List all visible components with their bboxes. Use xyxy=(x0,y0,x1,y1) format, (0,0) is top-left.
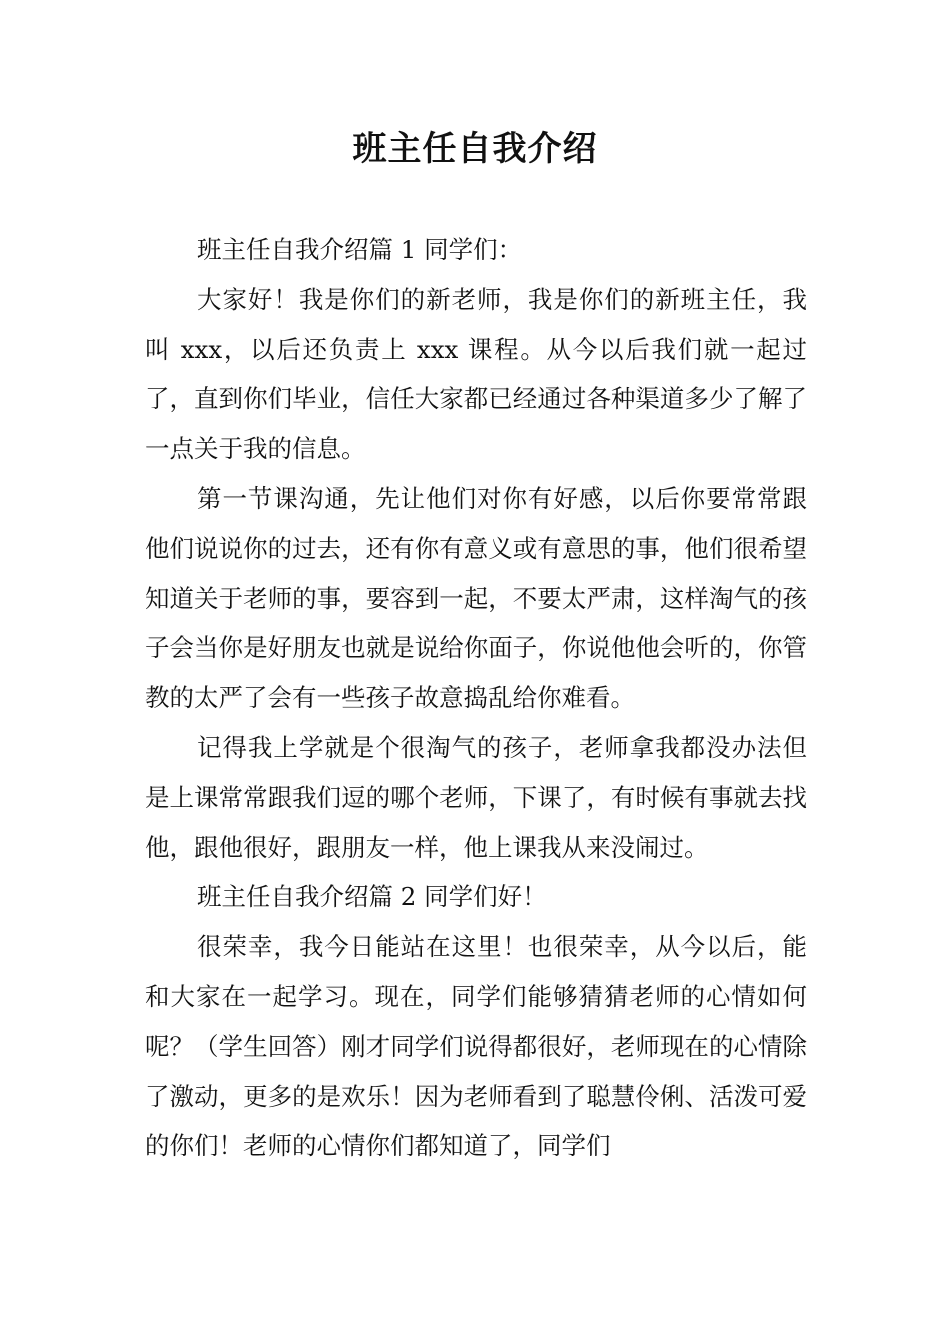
paragraph: 第一节课沟通，先让他们对你有好感，以后你要常常跟他们说说你的过去，还有你有意义或有意思的事，他们很希望知道关于老师的事，要容到一起，不要太严肃，这样淘气的孩子会当你是好朋友也就是说给你面子，你说他他会听的，你管教的太严了会有一些孩子故意捣乱给你难看。 xyxy=(145,483,807,713)
document-title: 班主任自我介绍 xyxy=(352,129,598,169)
section-heading-1: 班主任自我介绍篇 1 同学们： xyxy=(197,235,523,264)
document-body xyxy=(145,225,807,1171)
paragraph: 很荣幸，我今日能站在这里！也很荣幸，从今以后，能和大家在一起学习。现在，同学们能够猜猜老师的心情如何呢？（学生回答）刚才同学们说得都很好，老师现在的心情除了激动，更多的是欢乐！因为老师看到了聪慧伶俐、活泼可爱的你们！老师的心情你们都知道了，同学们 xyxy=(145,932,807,1161)
paragraph: 大家好！我是你们的新老师，我是你们的新班主任，我叫 xxx，以后还负责上 xxx 课程。从今以后我们就一起过了，直到你们毕业，信任大家都已经通过各种渠道多少了解了一点关于我的信息。 xyxy=(145,284,807,464)
section-heading-2: 班主任自我介绍篇 2 同学们好！ xyxy=(197,882,547,912)
paragraph: 记得我上学就是个很淘气的孩子，老师拿我都没办法但是上课常常跟我们逗的哪个老师，下课了，有时候有事就去找他，跟他很好，跟朋友一样，他上课我从来没闹过。 xyxy=(145,732,807,862)
